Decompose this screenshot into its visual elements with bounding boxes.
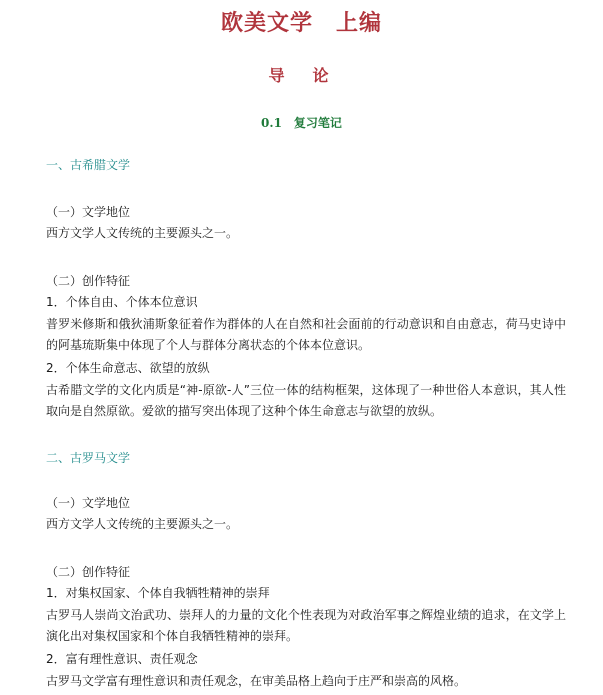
feature-point-2-text: 古希腊文学的文化内质是“神-原欲-人”三位一体的结构框架，这体现了一种世俗人本意识，其人性取向是自然原欲。爱欲的描写突出体现了这种个体生命意志与欲望的放纵。 [46,383,566,418]
subheading-features: （二）创作特征 [46,274,131,288]
feature-point-2: 2．个体生命意志、欲望的放纵 [46,361,210,375]
subheading-features: （二）创作特征 [46,565,131,579]
feature-point-2-text: 古罗马文学富有理性意识和责任观念，在审美品格上趋向于庄严和崇高的风格。 [46,674,467,688]
section-subtitle: 0.1 复习笔记 [261,116,342,130]
feature-point-1: 1．对集权国家、个体自我牺牲精神的崇拜 [46,586,270,600]
chapter-title: 导 论 [268,66,335,85]
subheading-status: （一）文学地位 [46,496,131,510]
book-title: 欧美文学 上编 [220,10,382,36]
status-text: 西方文学人文传统的主要源头之一。 [46,517,239,531]
section-heading-roman: 二、古罗马文学 [46,451,131,465]
feature-point-1-text: 普罗米修斯和俄狄浦斯象征着作为群体的人在自然和社会面前的行动意识和自由意志，荷马史诗中的阿基琉斯集中体现了个人与群体分离状态的个体本位意识。 [46,317,566,352]
feature-point-1: 1．个体自由、个体本位意识 [46,295,198,309]
feature-point-1-text: 古罗马人崇尚文治武功、崇拜人的力量的文化个性表现为对政治军事之辉煌业绩的追求，在文学上演化出对集权国家和个体自我牺牲精神的崇拜。 [46,608,566,643]
feature-point-2: 2．富有理性意识、责任观念 [46,652,198,666]
section-heading-greek: 一、古希腊文学 [46,158,131,172]
status-text: 西方文学人文传统的主要源头之一。 [46,226,239,240]
subheading-status: （一）文学地位 [46,205,131,219]
